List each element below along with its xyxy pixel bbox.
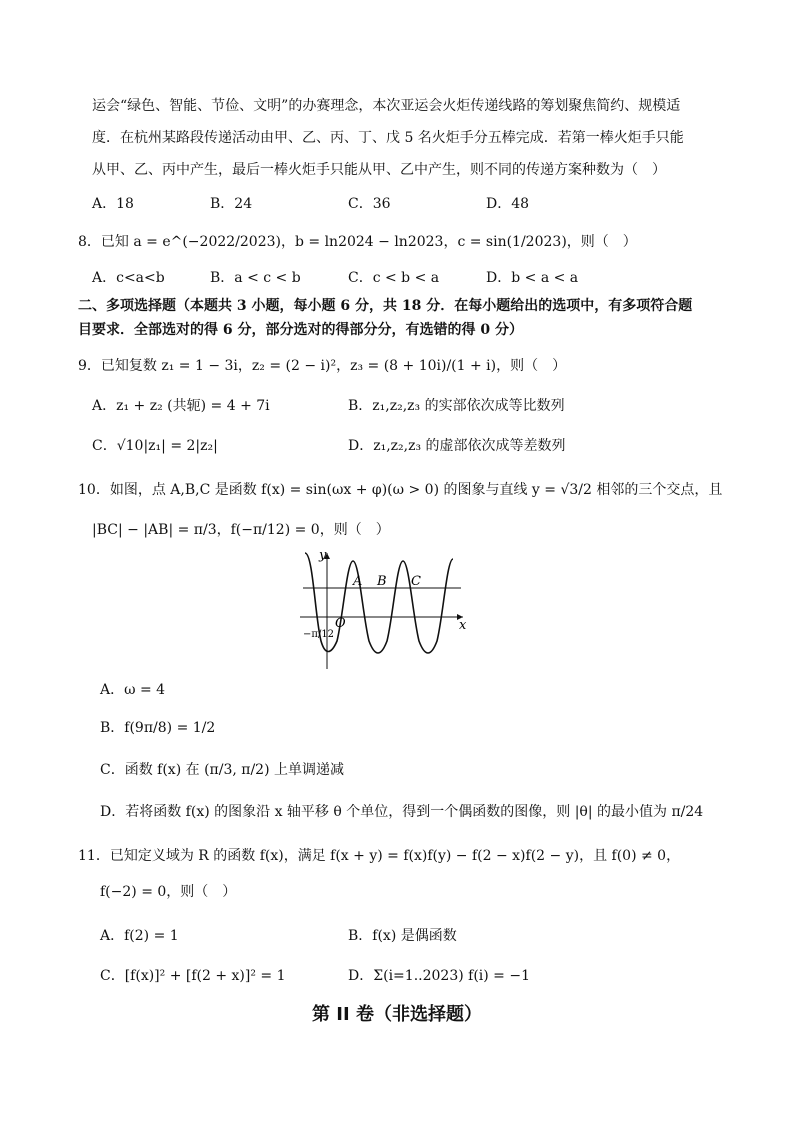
section2-line1: 二、多项选择题（本题共 3 小题，每小题 6 分，共 18 分．在每小题给出的选项中，有多项符合题 xyxy=(78,298,693,314)
q8-option-b: B．a < c < b xyxy=(210,270,301,286)
q10-option-b: B．f(9π/8) = 1/2 xyxy=(100,720,216,736)
graph-x-label: x xyxy=(459,618,467,633)
q8-option-d: D．b < a < a xyxy=(486,270,579,286)
q10-option-c: C．函数 f(x) 在 (π/3, π/2) 上单调递减 xyxy=(100,762,344,778)
q8-option-c: C．c < b < a xyxy=(348,270,440,286)
q11-option-c: C．[f(x)]² + [f(2 + x)]² = 1 xyxy=(100,968,286,984)
q10-sine-graph xyxy=(295,545,475,673)
q11-option-d: D．Σ(i=1..2023) f(i) = −1 xyxy=(348,968,530,984)
section2-line2: 目要求．全部选对的得 6 分，部分选对的得部分分，有选错的得 0 分） xyxy=(78,322,523,338)
q8-option-a: A．c<a<b xyxy=(92,270,165,286)
q10-line1: 10．如图，点 A,B,C 是函数 f(x) = sin(ωx + φ)(ω > 0) 的图象与直线 y = √3/2 相邻的三个交点，且 xyxy=(78,482,723,498)
q11-option-b: B．f(x) 是偶函数 xyxy=(348,928,457,944)
q7-option-b: B．24 xyxy=(210,196,253,212)
part2-title: 第 II 卷（非选择题） xyxy=(312,1004,482,1025)
q7-line3: 从甲、乙、丙中产生，最后一棒火炬手只能从甲、乙中产生，则不同的传递方案种数为（ ） xyxy=(92,162,666,178)
q7-line2: 度．在杭州某路段传递活动由甲、乙、丙、丁、戊 5 名火炬手分五棒完成．若第一棒火炬手只能 xyxy=(92,130,684,146)
q11-line2: f(−2) = 0，则（ ） xyxy=(100,884,237,900)
q11-option-a: A．f(2) = 1 xyxy=(100,928,179,944)
q10-option-d: D．若将函数 f(x) 的图象沿 x 轴平移 θ 个单位，得到一个偶函数的图像，则 |θ| 的最小值为 π/24 xyxy=(100,804,704,820)
q9-option-d: D．z₁,z₂,z₃ 的虚部依次成等差数列 xyxy=(348,438,566,454)
graph-y-label: y xyxy=(319,548,327,563)
q10-line2: |BC| − |AB| = π/3，f(−π/12) = 0，则（ ） xyxy=(92,522,390,538)
graph-point-a: A xyxy=(353,574,363,589)
q9-option-c: C．√10|z₁| = 2|z₂| xyxy=(92,438,218,454)
q9-option-a: A．z₁ + z₂ (共轭) = 4 + 7i xyxy=(92,398,270,414)
q11-line1: 11．已知定义域为 R 的函数 f(x)，满足 f(x + y) = f(x)f(y) − f(2 − x)f(2 − y)，且 f(0) ≠ 0， xyxy=(78,848,681,864)
q7-option-a: A．18 xyxy=(92,196,134,212)
q7-option-d: D．48 xyxy=(486,196,530,212)
graph-point-b: B xyxy=(377,574,387,589)
q7-line1: 运会“绿色、智能、节俭、文明”的办赛理念，本次亚运会火炬传递线路的筹划聚焦简约、规模适 xyxy=(92,98,681,114)
graph-tick-label: −π/12 xyxy=(303,629,335,640)
q10-option-a: A．ω = 4 xyxy=(100,682,166,698)
q9-option-b: B．z₁,z₂,z₃ 的实部依次成等比数列 xyxy=(348,398,565,414)
graph-point-c: C xyxy=(411,574,421,589)
graph-origin-label: O xyxy=(335,616,346,631)
q8-stem: 8．已知 a = e^(−2022/2023)，b = ln2024 − ln2023，c = sin(1/2023)，则（ ） xyxy=(78,234,637,250)
q7-option-c: C．36 xyxy=(348,196,391,212)
q9-stem: 9．已知复数 z₁ = 1 − 3i，z₂ = (2 − i)²，z₃ = (8 + 10i)/(1 + i)，则（ ） xyxy=(78,358,567,374)
